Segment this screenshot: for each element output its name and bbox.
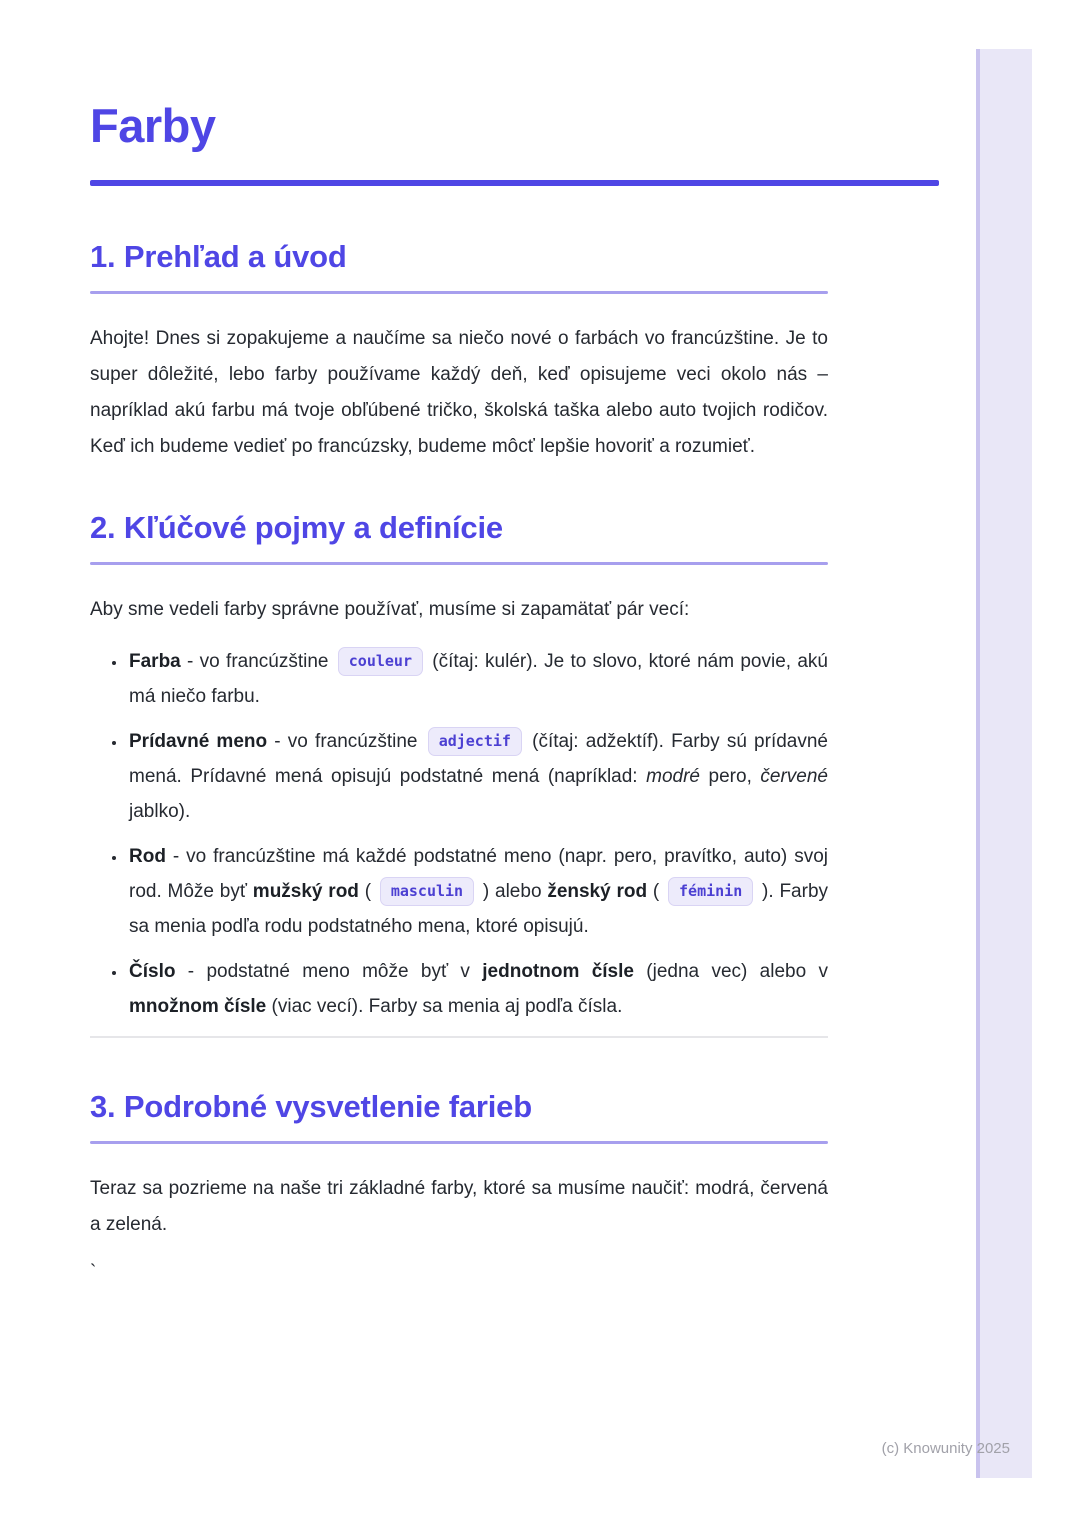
section-key-terms xyxy=(90,509,828,1024)
document-content xyxy=(90,0,828,1285)
code-chip: adjectif xyxy=(428,727,522,756)
footer-credit: (c) Knowunity 2025 xyxy=(881,1440,1010,1457)
stray-backtick: ` xyxy=(90,1262,97,1283)
list-item-pridavne-meno: • Prídavné meno - vo francúzštine adjectif (čítaj: adžektíf). Farby sú prídavné mená. Prídavné mená opisujú podstatné mená (napríklad: modré pero, červené jablko). xyxy=(127,724,828,829)
section-overview xyxy=(90,238,828,465)
page-title: Farby xyxy=(90,99,216,152)
overview-paragraph: Ahojte! Dnes si zopakujeme a naučíme sa niečo nové o farbách vo francúzštine. Je to super dôležité, lebo farby používame každý deň, keď opisujeme veci okolo nás – napríklad akú farbu má tvoje obľúbené tričko, školská taška alebo auto tvojich rodičov. Keď ich budeme vedieť po francúzsky, budeme môcť lepšie hovoriť a rozumieť. xyxy=(90,328,828,457)
list-item-farba: • Farba - vo francúzštine couleur (čítaj: kulér). Je to slovo, ktoré nám povie, akú má niečo farbu. xyxy=(127,644,828,714)
section-underline-3 xyxy=(90,1141,828,1144)
detailed-intro: Teraz sa pozrieme na naše tri základné farby, ktoré sa musíme naučiť: modrá, červená a zelená. xyxy=(90,1178,828,1235)
section-detailed-explanation xyxy=(90,1088,828,1285)
section-heading-2: 2. Kľúčové pojmy a definície xyxy=(90,510,503,545)
code-chip: masculin xyxy=(380,877,474,906)
code-chip: couleur xyxy=(338,647,423,676)
title-rule xyxy=(90,180,939,186)
section-heading-1: 1. Prehľad a úvod xyxy=(90,239,347,274)
code-chip: féminin xyxy=(668,877,753,906)
section-divider xyxy=(90,1036,828,1038)
list-item-rod: • Rod - vo francúzštine má každé podstatné meno (napr. pero, pravítko, auto) svoj rod. Môže byť mužský rod ( masculin ) alebo ženský rod ( féminin ). Farby sa menia podľa rodu podstatného mena, ktoré opisujú. xyxy=(127,839,828,944)
section-underline-2 xyxy=(90,562,828,565)
list-item-cislo: • Číslo - podstatné meno môže byť v jednotnom čísle (jedna vec) alebo v množnom čísle (viac vecí). Farby sa menia aj podľa čísla. xyxy=(127,954,828,1024)
key-terms-list xyxy=(90,644,828,1024)
key-terms-intro: Aby sme vedeli farby správne používať, musíme si zapamätať pár vecí: xyxy=(90,599,690,620)
section-underline-1 xyxy=(90,291,828,294)
section-heading-3: 3. Podrobné vysvetlenie farieb xyxy=(90,1089,532,1124)
right-margin-bar xyxy=(976,49,1032,1478)
